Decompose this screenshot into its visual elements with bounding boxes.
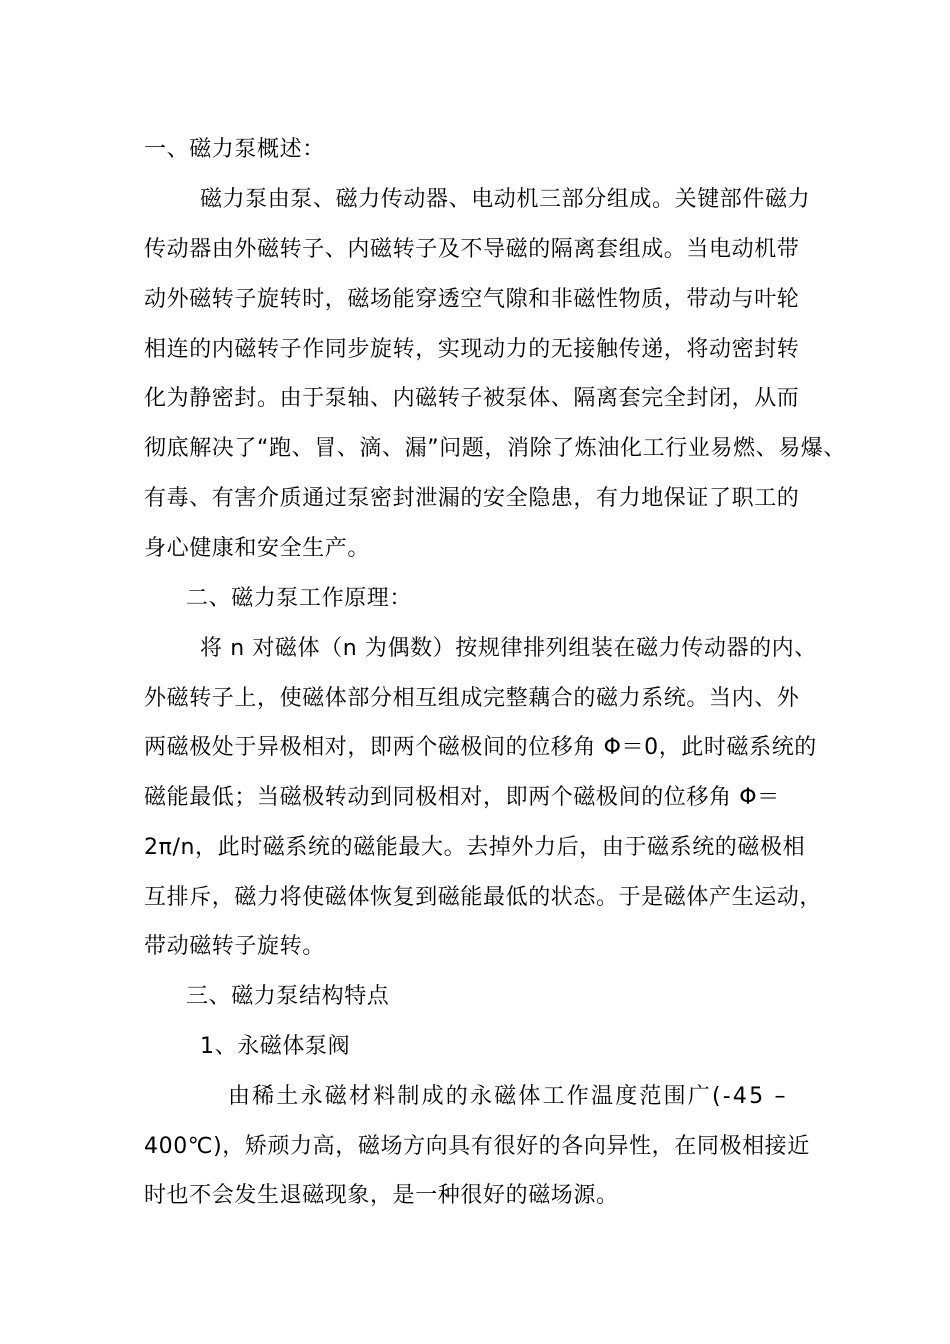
paragraph-line: 外磁转子上，使磁体部分相互组成完整藕合的磁力系统。当内、外 <box>144 686 800 711</box>
paragraph-line: 化为静密封。由于泵轴、内磁转子被泵体、隔离套完全封闭，从而 <box>144 386 800 411</box>
paragraph-line: 带动磁转子旋转。 <box>144 934 325 959</box>
paragraph-line: 动外磁转子旋转时，磁场能穿透空气隙和非磁性物质，带动与叶轮 <box>144 287 800 312</box>
paragraph-line: 磁力泵由泵、磁力传动器、电动机三部分组成。关键部件磁力 <box>200 187 811 212</box>
paragraph-line: 传动器由外磁转子、内磁转子及不导磁的隔离套组成。当电动机带 <box>144 237 800 262</box>
paragraph-line: 彻底解决了“跑、冒、滴、漏”问题，消除了炼油化工行业易燃、易爆、 <box>144 436 846 461</box>
paragraph-line: 有毒、有害介质通过泵密封泄漏的安全隐患，有力地保证了职工的 <box>144 486 800 511</box>
heading-overview: 一、磁力泵概述： <box>144 137 325 162</box>
paragraph-line: 时也不会发生退磁现象，是一种很好的磁场源。 <box>144 1183 619 1208</box>
heading-structure: 三、磁力泵结构特点 <box>186 984 390 1009</box>
paragraph-line: 将 n 对磁体（n 为偶数）按规律排列组装在磁力传动器的内、 <box>200 636 817 661</box>
paragraph-line: 互排斥，磁力将使磁体恢复到磁能最低的状态。于是磁体产生运动， <box>144 885 823 910</box>
paragraph-line: 两磁极处于异极相对，即两个磁极间的位移角 Φ＝0，此时磁系统的 <box>144 735 817 760</box>
heading-principle: 二、磁力泵工作原理： <box>186 586 413 611</box>
subheading-permanent-magnet: 1、永磁体泵阀 <box>200 1034 351 1059</box>
paragraph-line: 磁能最低；当磁极转动到同极相对，即两个磁极间的位移角 Φ＝ <box>144 785 780 810</box>
paragraph-line: 身心健康和安全生产。 <box>144 536 371 561</box>
paragraph-line: 由稀土永磁材料制成的永磁体工作温度范围广(-45 – <box>228 1084 788 1109</box>
paragraph-line: 相连的内磁转子作同步旋转，实现动力的无接触传递，将动密封转 <box>144 337 800 362</box>
paragraph-line: 400℃)，矫顽力高，磁场方向具有很好的各向异性，在同极相接近 <box>144 1134 810 1159</box>
paragraph-line: 2π/n，此时磁系统的磁能最大。去掉外力后，由于磁系统的磁极相 <box>144 835 806 860</box>
